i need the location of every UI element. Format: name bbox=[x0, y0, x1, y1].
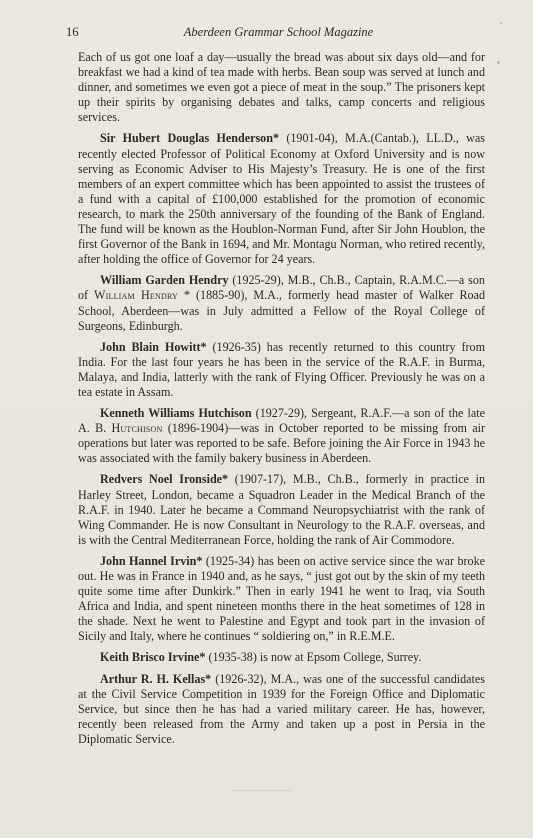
person-name: John Hannel Irvin* bbox=[100, 553, 203, 568]
paragraph bbox=[78, 340, 485, 400]
person-name: Arthur R. H. Kellas* bbox=[100, 671, 212, 686]
page-number: 16 bbox=[66, 25, 79, 39]
person-name: Kenneth Williams Hutchison bbox=[100, 406, 252, 421]
paper-speck bbox=[497, 61, 500, 64]
related-person-name: Hutchison bbox=[111, 421, 163, 436]
paragraph-text: (1926-35) has recently returned to this country from India. For the last four years he has been in the service of the R.A.F. in Burma, Malaya, and India, latterly with the rank of Flying Officer. Previously he was on a tea estate in Assam. bbox=[78, 339, 485, 399]
paragraph bbox=[78, 472, 485, 547]
person-name: William Garden Hendry bbox=[100, 273, 229, 288]
paragraph-text: (1907-17), M.B., Ch.B., formerly in practice in Harley Street, London, became a Squadron Leader in the Medical Branch of the R.A.F. in 1940. Later he became a Command Neuropsychiatrist with the rank of Wing Commander. He is now Consultant in Neurology to the R.A.F. overseas, and is with the Central Mediterranean Force, holding the rank of Air Commodore. bbox=[78, 472, 485, 547]
paragraph bbox=[78, 650, 485, 665]
paragraph bbox=[78, 273, 485, 333]
paragraph-text: (1935-38) is now at Epsom College, Surrey. bbox=[205, 650, 422, 665]
person-name: Redvers Noel Ironside* bbox=[100, 472, 229, 487]
paragraph bbox=[78, 131, 485, 267]
paragraph bbox=[78, 554, 485, 645]
paragraph-text: Each of us got one loaf a day—usually the bread was about six days old—and for breakfast we had a kind of tea made with herbs. Bean soup was served at lunch and dinner, and sometimes we even got a piece of meat in the soup.” The prisoners kept up their spirits by organising debates and talks, camp concerts and religious services. bbox=[78, 50, 485, 125]
page-header bbox=[66, 25, 491, 41]
running-head: Aberdeen Grammar School Magazine bbox=[183, 25, 374, 39]
paragraph-text: (1925-29), M.B., Ch.B., Captain, R.A.M.C.—a son of bbox=[78, 273, 485, 303]
article-body bbox=[78, 50, 485, 753]
paragraph bbox=[78, 672, 485, 747]
paragraph-text: (1927-29), Sergeant, R.A.F.—a son of the late A. B. bbox=[78, 406, 485, 436]
decorative-rule bbox=[232, 790, 292, 791]
paragraph bbox=[78, 50, 485, 125]
paragraph-text: (1901-04), M.A.(Cantab.), LL.D., was recently elected Professor of Political Economy at Oxford University and is now serving as Economic Adviser to His Majesty’s Treasury. He is one of the first members of an expert committee which has been appointed to assist the trustees of a fund with a capital of £100,000 established for the promotion of economic research, to mark the 250th anniversary of the founding of the Bank of England. The fund will be known as the Houblon-Norman Fund, after Sir John Houblon, the first Governor of the Bank in 1694, and Mr. Montagu Norman, who retired recently, after holding the office of Governor for 24 years. bbox=[78, 131, 485, 267]
paragraph-text: (1925-34) has been on active service since the war broke out. He was in France in 1940 and, as he says, “ just got out by the skin of my teeth quite some time after Dunkirk.” Then in early 1941 he went to Iraq, via South Africa and India, and spent nineteen months there in the heat sometimes of 128 in the shade. Next he went to Palestine and Egypt and took part in the invasion of Sicily and Italy, where he continues “ soldiering on,” in R.E.M.E. bbox=[78, 553, 486, 644]
person-name: Keith Brisco Irvine* bbox=[100, 650, 206, 665]
paper-speck bbox=[500, 22, 502, 24]
paragraph-text: (1926-32), M.A., was one of the successful candidates at the Civil Service Competition in 1939 for the Foreign Office and Diplomatic Service, but since then he has had a varied military career. He has, however, recently been released from the Army and taken up a post in Persia in the Diplomatic Service. bbox=[78, 671, 485, 746]
person-name: Sir Hubert Douglas Henderson* bbox=[100, 131, 279, 146]
paragraph-text: (1896-1904)—was in October reported to be missing from air operations but later was reported to be safe. Before joining the Air Force in 1943 he was associated with the family bakery business in Aberdeen. bbox=[78, 421, 486, 466]
paragraph bbox=[78, 406, 485, 466]
paragraph-text: * (1885-90), M.A., formerly head master of Walker Road School, Aberdeen—was in July admitted a Fellow of the Royal College of Surgeons, Edinburgh. bbox=[78, 288, 485, 333]
person-name: John Blain Howitt* bbox=[100, 339, 207, 354]
related-person-name: William Hendry bbox=[94, 288, 179, 303]
